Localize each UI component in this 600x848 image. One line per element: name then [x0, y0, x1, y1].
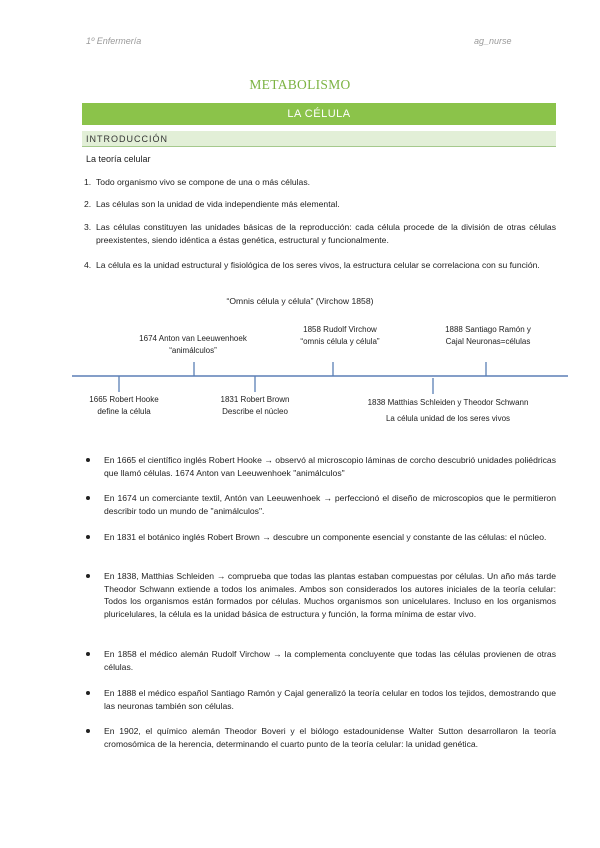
bullet-icon: [86, 691, 90, 695]
header-course: 1º Enfermería: [86, 36, 142, 46]
timeline-event-label: 1674 Anton van Leeuwenhoek: [139, 334, 247, 343]
subsection-title: La teoría celular: [86, 154, 151, 164]
bullet-icon: [86, 496, 90, 500]
timeline-event-label: 1888 Santiago Ramón y: [445, 325, 531, 334]
history-item: [86, 531, 556, 544]
history-item: [86, 570, 556, 620]
timeline-event-virchow: [276, 324, 404, 348]
bullet-icon: [86, 652, 90, 656]
bullet-icon: [86, 535, 90, 539]
postulate-text: La célula es la unidad estructural y fisiológica de los seres vivos, la estructura celular se correlaciona con su función.: [96, 260, 540, 270]
postulate-number: 1.: [84, 177, 92, 187]
bullet-icon: [86, 458, 90, 462]
section-heading-label: INTRODUCCIÓN: [86, 133, 168, 144]
timeline-event-note: La célula unidad de los seres vivos: [385, 414, 511, 423]
chapter-banner: LA CÉLULA: [82, 103, 556, 125]
timeline-event-note: “omnis célula y célula”: [300, 337, 380, 346]
history-text: En 1858 el médico alemán Rudolf Virchow → la complementa concluyente que todas las células provienen de otras células.: [104, 649, 556, 672]
timeline-event-note: “animálculos”: [169, 346, 217, 355]
header-author: ag_nurse: [474, 36, 512, 46]
timeline-event-label: 1838 Matthias Schleiden y Theodor Schwann: [367, 398, 529, 407]
timeline-event-leeuwenhoek: [118, 333, 268, 357]
virchow-quote: “Omnis célula y célula” (Virchow 1858): [226, 296, 374, 306]
history-text: En 1674 un comerciante textil, Antón van Leeuwenhoek → perfeccionó el diseño de microscopios que le permitieron describir todo un mundo de "animálculos".: [104, 493, 556, 516]
history-text: En 1838, Matthias Schleiden → comprueba que todas las plantas estaban compuestas por células. Un año más tarde Theodor Schwann extiende a todos los animales. Ambos son considerados los autores iniciales de la teoría celular: Todos los organismos están formados por células. Muchos organismos son unicelulares. Incluso en los organismos pluricelulares, la célula es la unidad básica de estructura y función, la forma mínima de estar vivo.: [104, 571, 556, 619]
history-text: En 1902, el químico alemán Theodor Boveri y el biólogo estadounidense Walter Sutton desarrollaron la teoría cromosómica de la herencia, determinando el cuarto punto de la teoría celular: la unidad genética.: [104, 726, 556, 749]
history-item: [86, 725, 556, 750]
postulate-number: 4.: [84, 260, 92, 270]
history-text: En 1888 el médico español Santiago Ramón y Cajal generalizó la teoría celular en todos los tejidos, demostrando que las neuronas también son células.: [104, 688, 556, 711]
history-item: [86, 492, 556, 517]
timeline-event-label: 1665 Robert Hooke: [89, 395, 159, 404]
history-item: [86, 687, 556, 712]
history-item: [86, 454, 556, 479]
timeline-event-note: Cajal Neuronas=células: [445, 337, 531, 346]
history-text: En 1831 el botánico inglés Robert Brown → descubre un componente esencial y constante de las células: el núcleo.: [104, 532, 547, 542]
history-item: [86, 648, 556, 673]
timeline-event-label: 1831 Robert Brown: [220, 395, 290, 404]
timeline-event-schleiden-schwann: [348, 395, 548, 427]
bullet-icon: [86, 729, 90, 733]
postulate-text: Las células constituyen las unidades básicas de la reproducción: cada célula procede de la división de otras células preexistentes, siendo idéntica a éstas genética, estructural y funcionalmente.: [96, 222, 556, 245]
timeline-event-label: 1858 Rudolf Virchow: [303, 325, 377, 334]
timeline-event-note: define la célula: [97, 407, 151, 416]
postulate-number: 2.: [84, 199, 92, 209]
timeline-event-ramon-y-cajal: [426, 324, 550, 348]
timeline-event-hooke: [72, 394, 176, 418]
document-title: METABOLISMO: [249, 77, 351, 92]
postulate-number: 3.: [84, 222, 92, 232]
postulate-text: Todo organismo vivo se compone de una o más células.: [96, 177, 311, 187]
timeline-event-brown: [204, 394, 306, 418]
timeline-event-note: Describe el núcleo: [222, 407, 288, 416]
bullet-icon: [86, 574, 90, 578]
history-text: En 1665 el científico inglés Robert Hooke → observó al microscopio láminas de corcho descubrió unidades poliédricas que llamó células. 1674 Anton van Leeuwenhoek "animálculos": [104, 455, 556, 478]
postulate-text: Las células son la unidad de vida independiente más elemental.: [96, 199, 340, 209]
